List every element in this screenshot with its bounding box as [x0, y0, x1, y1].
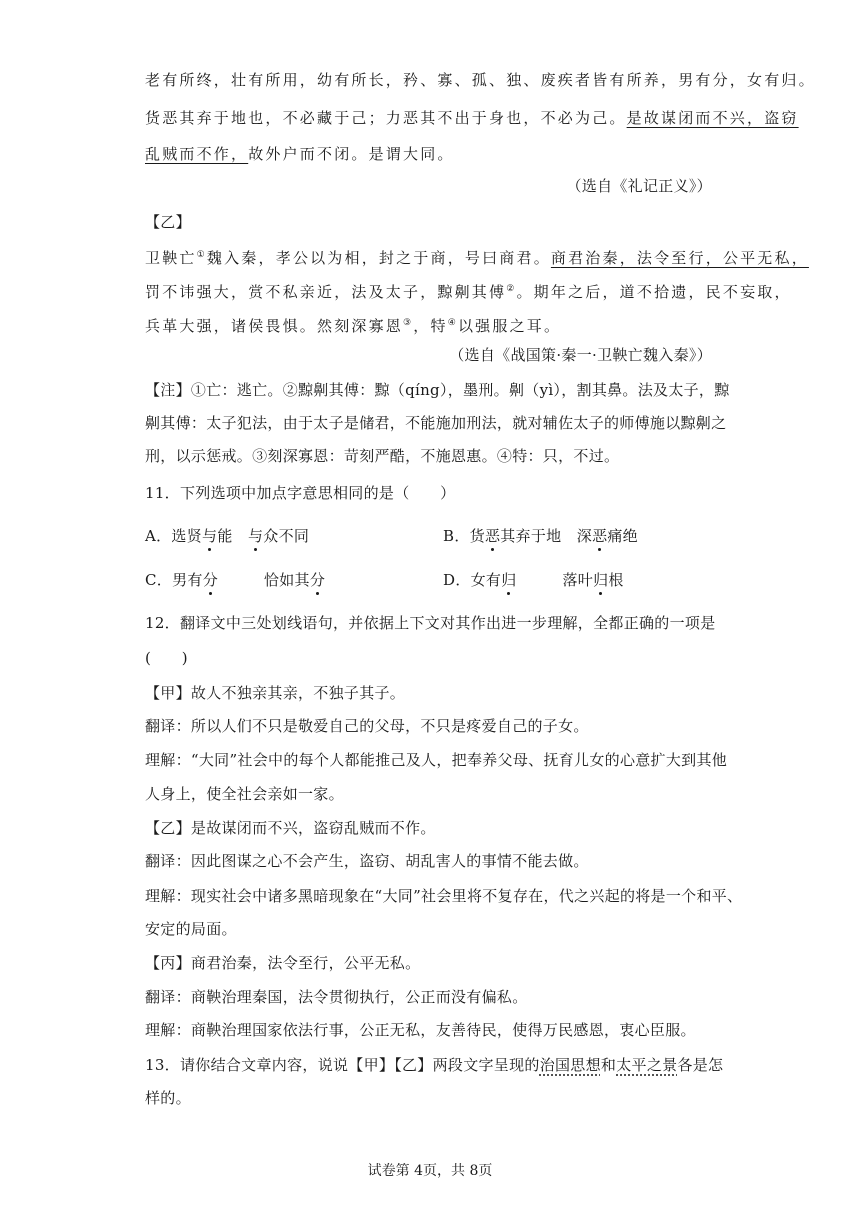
footnote-mark: ③ — [403, 318, 414, 328]
jia-source: （选自《礼记正义》） — [566, 177, 712, 195]
jia-line-2 — [145, 108, 799, 128]
notes-line-1: 【注】①亡：逃亡。②黥劓其傅：黥（qíng），墨刑。劓（yì），割其鼻。法及太子，黥 — [145, 381, 730, 399]
jia-line-3 — [145, 144, 455, 164]
footnote-mark: ④ — [447, 318, 458, 328]
text-span: ，特 — [413, 317, 448, 335]
q12-bing-translation: 翻译：商鞅治理秦国，法令贯彻执行，公正而没有偏私。 — [145, 988, 528, 1006]
text-span: C．男有 — [145, 571, 203, 589]
text-span: 其弃于地 深 — [500, 527, 593, 545]
dotted-phrase: 太平之景 — [616, 1056, 678, 1074]
yi-line-2 — [145, 279, 792, 302]
q12-jia-understanding-2: 人身上，使全社会亲如一家。 — [145, 785, 344, 803]
q13-line-1 — [145, 1055, 723, 1075]
text-span: 根 — [608, 571, 624, 589]
q11-options-cd — [145, 570, 705, 590]
underlined-sentence: 商君治秦，法令至行，公平无私， — [550, 249, 809, 267]
text-span: 落叶 — [516, 571, 594, 589]
text-span: 罚不讳强大，赏不私亲近，法及太子，黥劓其傅 — [145, 283, 507, 301]
q11-stem: 11．下列选项中加点字意思相同的是（ ） — [145, 484, 456, 502]
dotted-char: 归 — [593, 571, 609, 589]
text-span: 故外户而不闭。是谓大同。 — [248, 145, 455, 163]
footnote-mark: ② — [506, 284, 517, 294]
text-span: 卫鞅亡 — [145, 249, 197, 267]
q12-yi-translation: 翻译：因此图谋之心不会产生，盗窃、胡乱害人的事情不能去做。 — [145, 852, 589, 870]
dotted-char: 分 — [309, 571, 326, 589]
footnote-mark: ① — [196, 250, 207, 260]
q12-jia-translation: 翻译：所以人们不只是敬爱自己的父母，不只是疼爱自己的子女。 — [145, 717, 589, 735]
text-span: 货恶其弃于地也，不必藏于己；力恶其不出于身也，不必为己。 — [145, 109, 627, 127]
text-span: 13．请你结合文章内容，说说【甲】【乙】两段文字呈现的 — [145, 1056, 540, 1074]
dotted-char: 与 — [247, 527, 264, 545]
q11-options-ab — [145, 526, 705, 546]
text-span: 魏入秦，孝公以为相，封之于商，号曰商君。 — [206, 249, 551, 267]
option-b — [443, 526, 638, 546]
dotted-char: 恶 — [484, 527, 501, 545]
option-a — [145, 527, 309, 545]
q13-line-2: 样的。 — [145, 1089, 191, 1107]
notes-line-3: 刑，以示惩戒。③刻深寡恩：苛刻严酷，不施恩惠。④特：只，不过。 — [145, 447, 620, 465]
q12-stem-1: 12．翻译文中三处划线语句，并依据上下文对其作出进一步理解，全都正确的一项是 — [145, 614, 716, 632]
underlined-sentence: 乱贼而不作， — [145, 145, 249, 163]
text-span: B．货 — [443, 527, 485, 545]
text-span: 。期年之后，道不拾遗，民不妄取， — [516, 283, 792, 301]
text-span: 能 — [217, 527, 248, 545]
q12-stem-2: ( ) — [145, 649, 188, 667]
q12-bing: 【丙】商君治秦，法令至行，公平无私。 — [145, 954, 421, 972]
text-span: A．选贤 — [145, 527, 203, 545]
underlined-sentence: 是故谋闭而不兴，盗窃 — [626, 109, 799, 127]
page-footer: 试卷第 4页，共 8页 — [367, 1163, 493, 1179]
q12-bing-understanding: 理解：商鞅治理国家依法行事，公正无私，友善待民，使得万民感恩，衷心臣服。 — [145, 1021, 696, 1039]
dotted-char: 归 — [501, 571, 517, 589]
yi-source: （选自《战国策·秦一·卫鞅亡魏入秦》） — [449, 346, 712, 364]
yi-heading: 【乙】 — [145, 213, 191, 231]
option-d — [443, 570, 624, 590]
text-span: 和 — [600, 1056, 617, 1074]
text-span: 以强服之耳。 — [457, 317, 562, 335]
q12-jia-understanding-1: 理解：“大同”社会中的每个人都能推己及人，把奉养父母、抚育儿女的心意扩大到其他 — [145, 751, 728, 769]
q12-yi-understanding-1: 理解：现实社会中诸多黑暗现象在“大同”社会里将不复存在，代之兴起的将是一个和平、 — [145, 887, 743, 905]
q12-jia: 【甲】故人不独亲其亲，不独子其子。 — [145, 684, 406, 702]
q12-yi: 【乙】是故谋闭而不兴，盗窃乱贼而不作。 — [145, 819, 436, 837]
text-span: 恰如其 — [218, 571, 310, 589]
q12-yi-understanding-2: 安定的局面。 — [145, 920, 237, 938]
dotted-phrase: 治国思想 — [539, 1056, 601, 1074]
yi-line-3 — [145, 313, 561, 336]
text-span: D．女有 — [443, 571, 502, 589]
text-span: 兵革大强，诸侯畏惧。然刻深寡恩 — [145, 317, 404, 335]
option-c — [145, 571, 325, 589]
text-span: 各是怎 — [677, 1056, 724, 1074]
yi-line-1 — [145, 245, 809, 268]
text-span: 痛绝 — [607, 527, 638, 545]
jia-line-1: 老有所终，壮有所用，幼有所长，矜、寡、孤、独、废疾者皆有所养，男有分，女有归。 — [145, 71, 816, 89]
dotted-char: 恶 — [592, 527, 608, 545]
text-span: 众不同 — [263, 527, 310, 545]
dotted-char: 分 — [202, 571, 218, 589]
notes-line-2: 劓其傅：太子犯法，由于太子是储君，不能施加刑法，就对辅佐太子的师傅施以黥劓之 — [145, 414, 727, 432]
dotted-char: 与 — [202, 527, 218, 545]
